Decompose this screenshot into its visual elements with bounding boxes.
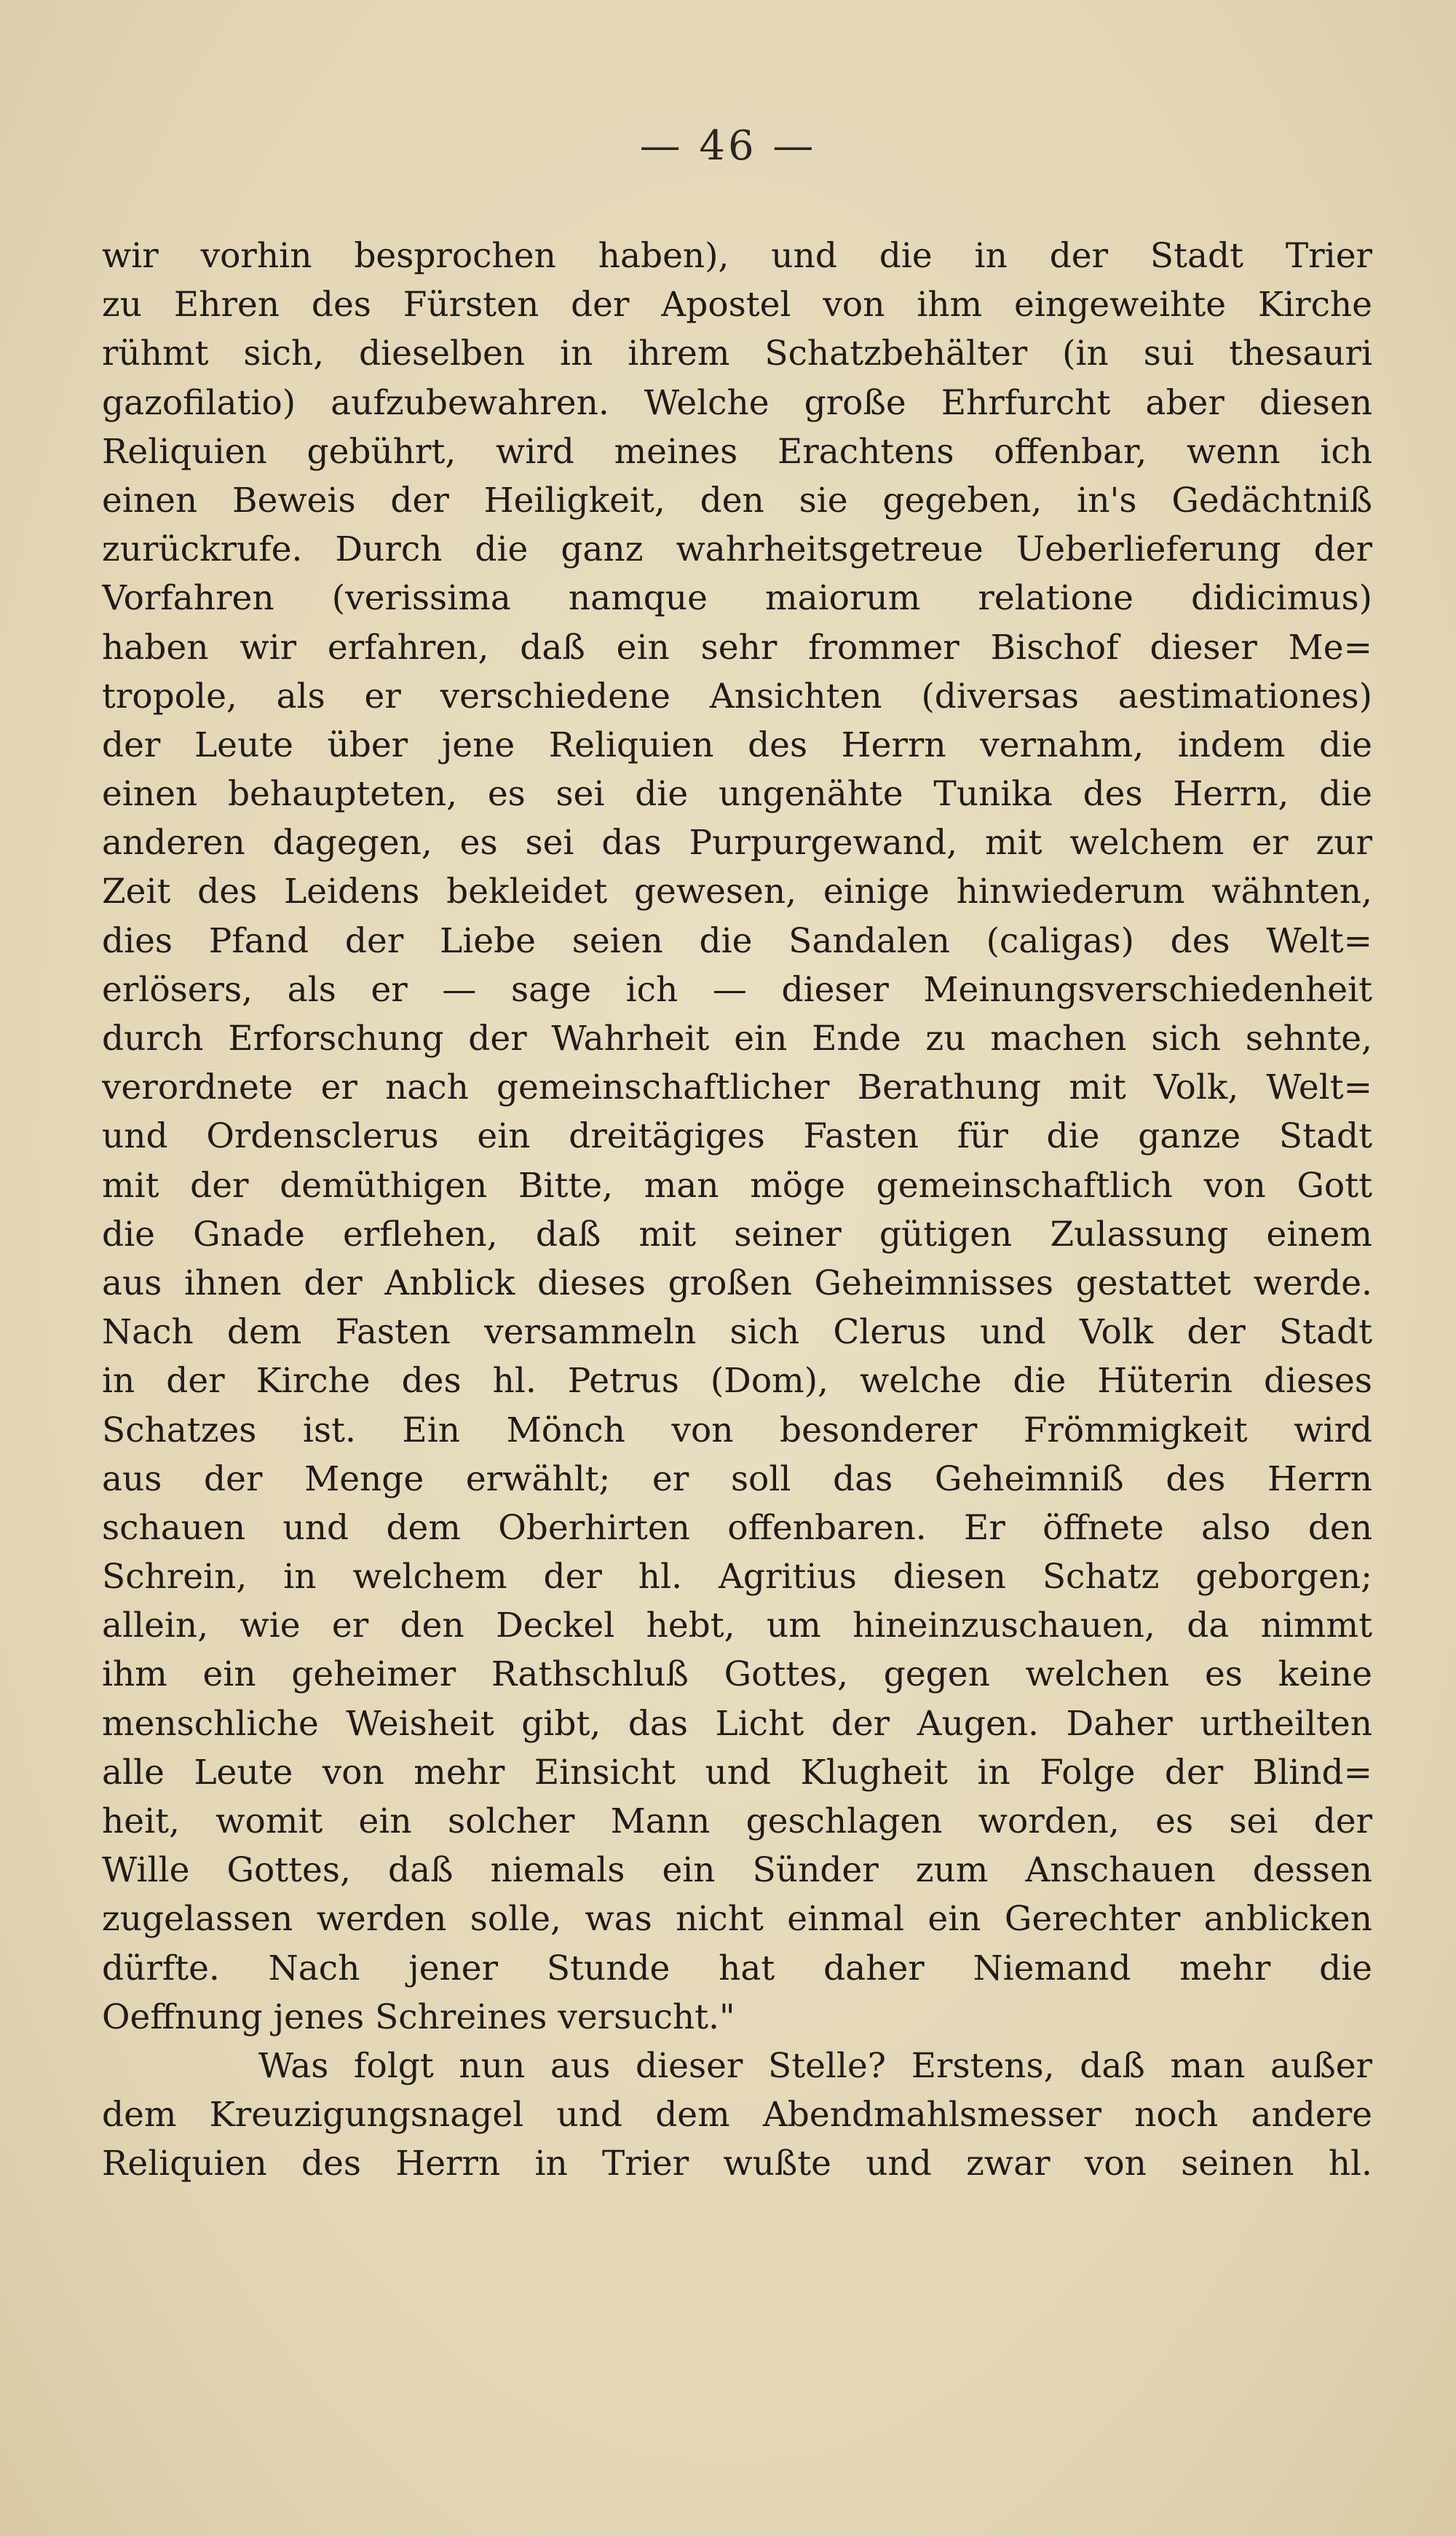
text-line: mit der demüthigen Bitte, man möge gemeinschaftlich von Gott <box>102 1165 1372 1206</box>
text-line: dürfte. Nach jener Stunde hat daher Niemand mehr die <box>102 1948 1372 1988</box>
text-line: anderen dagegen, es sei das Purpurgewand, mit welchem er zur <box>102 823 1372 864</box>
text-line: durch Erforschung der Wahrheit ein Ende zu machen sich sehnte, <box>102 1019 1372 1059</box>
text-line: Schrein, in welchem der hl. Agritius diesen Schatz geborgen; <box>102 1557 1372 1597</box>
text-line: einen Beweis der Heiligkeit, den sie gegeben, in's Gedächtniß <box>102 480 1372 521</box>
text-line: wir vorhin besprochen haben), und die in der Stadt Trier <box>102 236 1372 276</box>
text-line: in der Kirche des hl. Petrus (Dom), welche die Hüterin dieses <box>102 1361 1372 1402</box>
text-line: Oeffnung jenes Schreines versucht." <box>102 1996 735 2037</box>
text-line: zurückrufe. Durch die ganz wahrheitsgetreue Ueberlieferung der <box>102 529 1372 570</box>
text-line: haben wir erfahren, daß ein sehr frommer Bischof dieser Me= <box>102 627 1372 668</box>
text-line: dem Kreuzigungsnagel und dem Abendmahlsmesser noch andere <box>102 2095 1372 2136</box>
text-line: zugelassen werden solle, was nicht einmal ein Gerechter anblicken <box>102 1899 1372 1940</box>
text-line: die Gnade erflehen, daß mit seiner gütigen Zulassung einem <box>102 1214 1372 1255</box>
text-line: rühmt sich, dieselben in ihrem Schatzbehälter (in sui thesauri <box>102 333 1372 374</box>
body-text <box>102 232 1372 2189</box>
text-line: verordnete er nach gemeinschaftlicher Berathung mit Volk, Welt= <box>102 1067 1372 1108</box>
text-line: Reliquien des Herrn in Trier wußte und zwar von seinen hl. <box>102 2144 1372 2184</box>
text-line: alle Leute von mehr Einsicht und Klugheit in Folge der Blind= <box>102 1752 1372 1793</box>
text-line: aus ihnen der Anblick dieses großen Geheimnisses gestattet werde. <box>102 1263 1372 1303</box>
text-line: tropole, als er verschiedene Ansichten (diversas aestimationes) <box>102 676 1372 716</box>
text-line: Wille Gottes, daß niemals ein Sünder zum Anschauen dessen <box>102 1850 1372 1891</box>
text-line: der Leute über jene Reliquien des Herrn vernahm, indem die <box>102 724 1372 765</box>
text-line: und Ordensclerus ein dreitägiges Fasten für die ganze Stadt <box>102 1116 1372 1157</box>
text-line: ihm ein geheimer Rathschluß Gottes, gegen welchen es keine <box>102 1654 1372 1695</box>
text-line: Schatzes ist. Ein Mönch von besonderer Frömmigkeit wird <box>102 1410 1372 1450</box>
text-line: allein, wie er den Deckel hebt, um hineinzuschauen, da nimmt <box>102 1605 1372 1646</box>
text-line: Reliquien gebührt, wird meines Erachtens offenbar, wenn ich <box>102 431 1372 472</box>
text-line: aus der Menge erwählt; er soll das Geheimniß des Herrn <box>102 1458 1372 1499</box>
text-line: dies Pfand der Liebe seien die Sandalen (caligas) des Welt= <box>102 920 1372 961</box>
text-line: Was folgt nun aus dieser Stelle? Erstens, daß man außer <box>258 2045 1372 2086</box>
text-line: Nach dem Fasten versammeln sich Clerus und Volk der Stadt <box>102 1312 1372 1353</box>
text-line: Zeit des Leidens bekleidet gewesen, einige hinwiederum wähnten, <box>102 872 1372 912</box>
text-line: einen behaupteten, es sei die ungenähte Tunika des Herrn, die <box>102 774 1372 815</box>
text-line: schauen und dem Oberhirten offenbaren. Er öffnete also den <box>102 1507 1372 1548</box>
text-line: gazofilatio) aufzubewahren. Welche große Ehrfurcht aber diesen <box>102 382 1372 423</box>
text-line: Vorfahren (verissima namque maiorum relatione didicimus) <box>102 578 1372 619</box>
page-number: — 46 — <box>639 122 817 170</box>
text-line: erlösers, als er — sage ich — dieser Meinungsverschiedenheit <box>102 969 1372 1010</box>
text-line: heit, womit ein solcher Mann geschlagen worden, es sei der <box>102 1801 1372 1841</box>
text-line: menschliche Weisheit gibt, das Licht der Augen. Daher urtheilten <box>102 1703 1372 1744</box>
text-line: zu Ehren des Fürsten der Apostel von ihm eingeweihte Kirche <box>102 285 1372 325</box>
